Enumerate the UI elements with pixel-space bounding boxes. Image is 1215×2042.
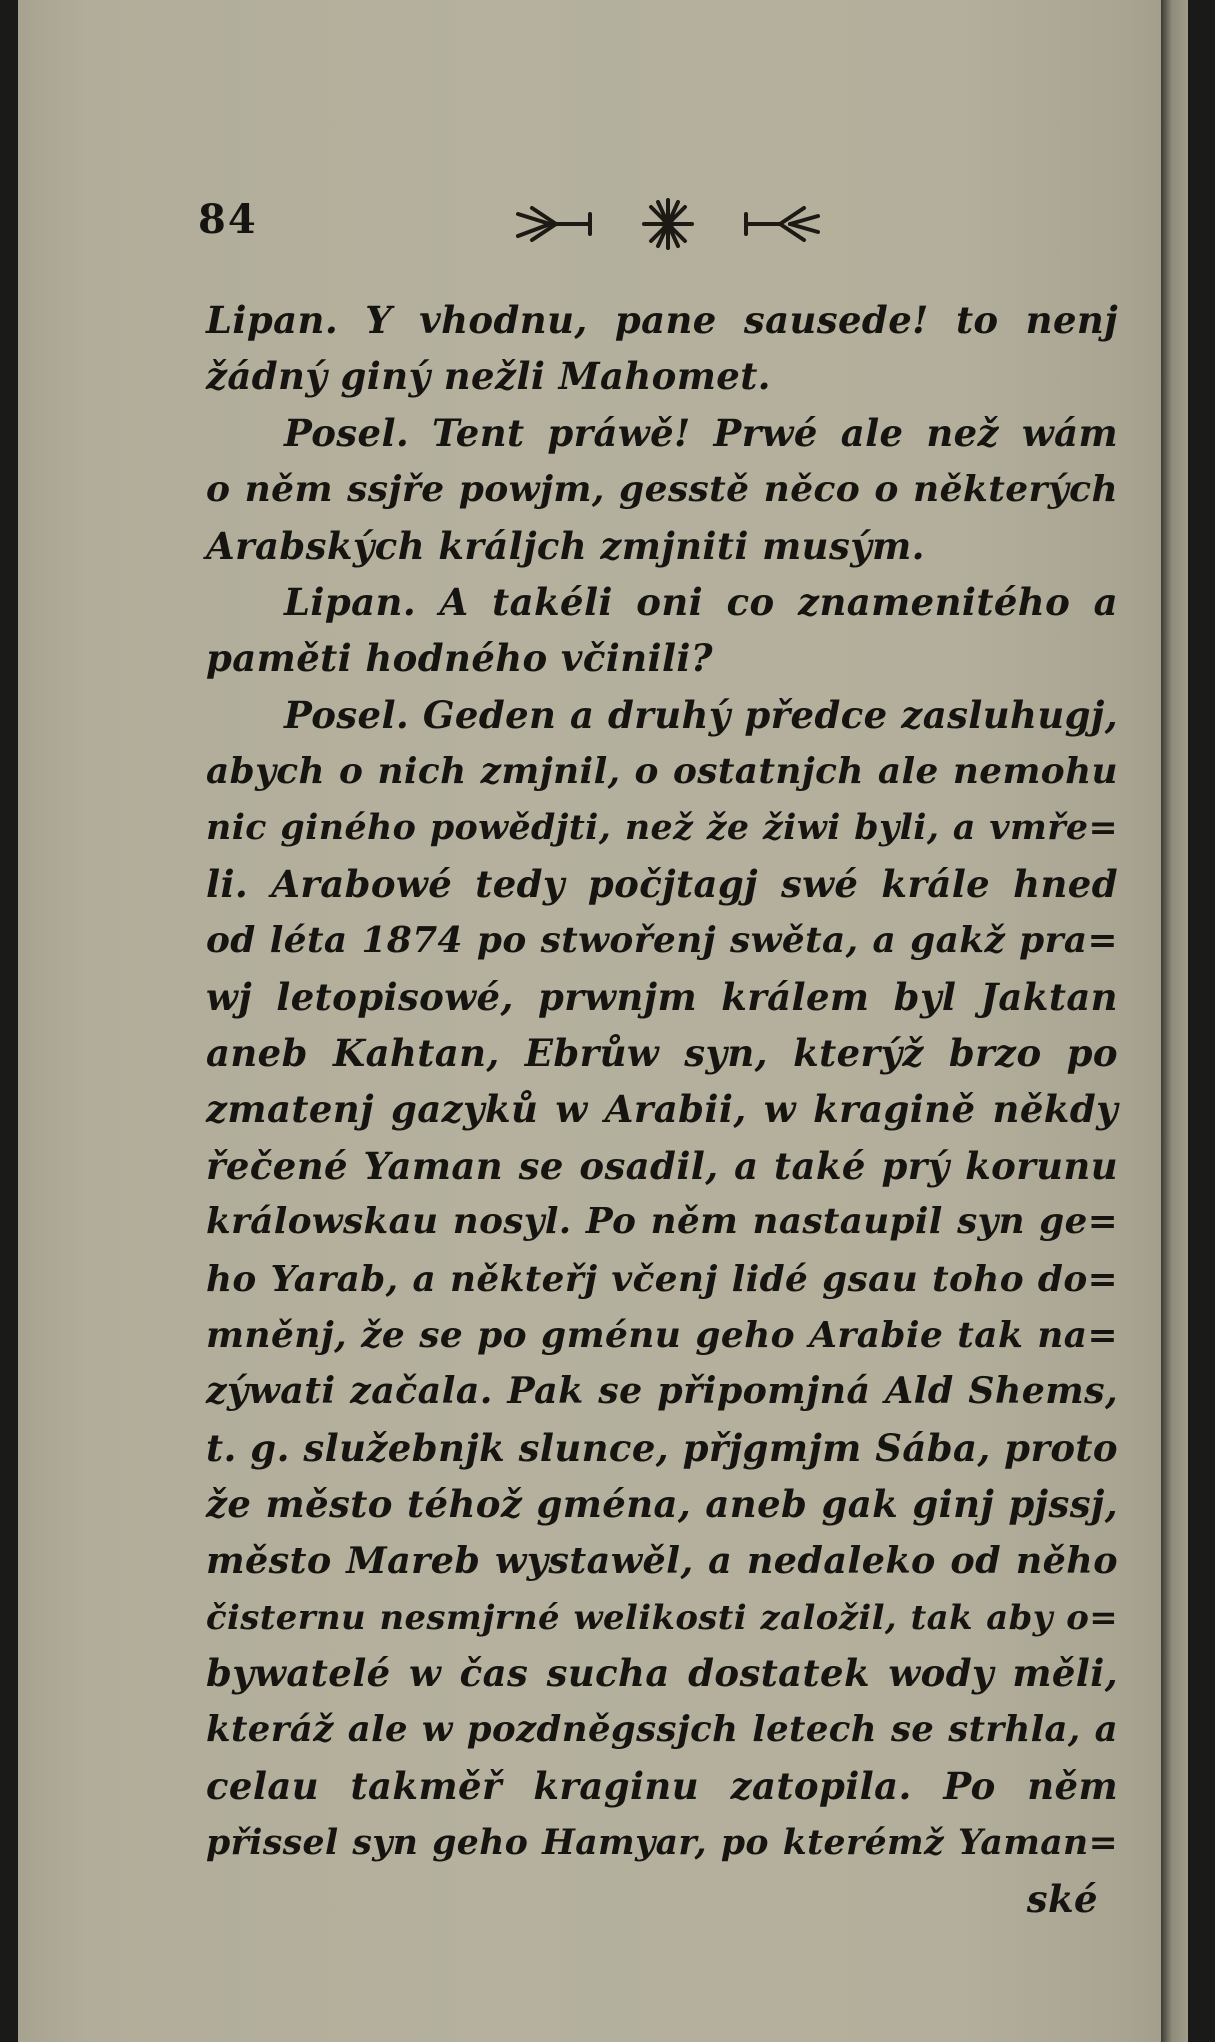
- text-line: Arabských králjch zmjniti musým.: [206, 523, 925, 568]
- text-line: že město téhož gména, aneb gak ginj pjssj,: [206, 1482, 1118, 1527]
- text-line: přissel syn geho Hamyar, po kterémž Yaman=: [206, 1821, 1118, 1863]
- text-line: li. Arabowé tedy počjtagj swé krále hned: [206, 861, 1118, 906]
- text-line: kteráž ale w pozdněgssjch letech se strhla, a: [206, 1708, 1118, 1750]
- text-line: žádný giný nežli Mahomet.: [206, 354, 771, 399]
- text-line: Lipan. A takéli oni co znamenitého a: [284, 579, 1118, 624]
- text-line: králowskau nosyl. Po něm nastaupil syn ge=: [206, 1201, 1118, 1243]
- page-number: 84: [198, 196, 258, 243]
- text-line: mněnj, že se po gménu geho Arabie tak na=: [206, 1314, 1118, 1357]
- text-line: aneb Kahtan, Ebrůw syn, kterýž brzo po: [206, 1031, 1118, 1076]
- text-line: t. g. služebnjk slunce, přjgmjm Sába, proto: [206, 1425, 1118, 1470]
- text-line: čisternu nesmjrné welikosti založil, tak aby o=: [206, 1596, 1118, 1637]
- text-line: od léta 1874 po stwořenj swěta, a gakž pra=: [206, 919, 1118, 962]
- text-line: Posel. Tent práwě! Prwé ale než wám: [284, 410, 1118, 455]
- page-header: [198, 196, 958, 256]
- text-line: Lipan. Y vhodnu, pane sausede! to nenj: [206, 298, 1118, 342]
- text-line: paměti hodného včinili?: [206, 636, 713, 681]
- text-line: řečené Yaman se osadil, a také prý korunu: [206, 1143, 1118, 1188]
- text-line: abych o nich zmjnil, o ostatnjch ale nemohu: [206, 750, 1118, 793]
- text-line: zýwati začala. Pak se připomjná Ald Shems,: [206, 1369, 1118, 1413]
- text-line: celau takměř kraginu zatopila. Po něm: [206, 1764, 1118, 1809]
- text-line: zmatenj gazyků w Arabii, w kragině někdy: [206, 1087, 1118, 1132]
- text-line: město Mareb wystawěl, a nedaleko od něho: [206, 1538, 1118, 1582]
- ornament-icon: [498, 196, 838, 252]
- text-line: o něm ssjře powjm, gesstě něco o některých: [206, 468, 1118, 511]
- text-line: ho Yarab, a někteřj včenj lidé gsau toho do=: [206, 1257, 1118, 1300]
- page-edge: [1161, 0, 1188, 2042]
- text-line: bywatelé w čas sucha dostatek wody měli,: [206, 1651, 1118, 1696]
- catchword: ské: [1026, 1876, 1098, 1921]
- book-page: [18, 0, 1188, 2042]
- text-line: nic giného powědjti, než že žiwi byli, a vmře=: [206, 806, 1118, 848]
- text-line: Posel. Geden a druhý předce zasluhugj,: [284, 692, 1118, 737]
- text-line: wj letopisowé, prwnjm králem byl Jaktan: [206, 974, 1118, 1019]
- text-block: [206, 292, 1118, 1927]
